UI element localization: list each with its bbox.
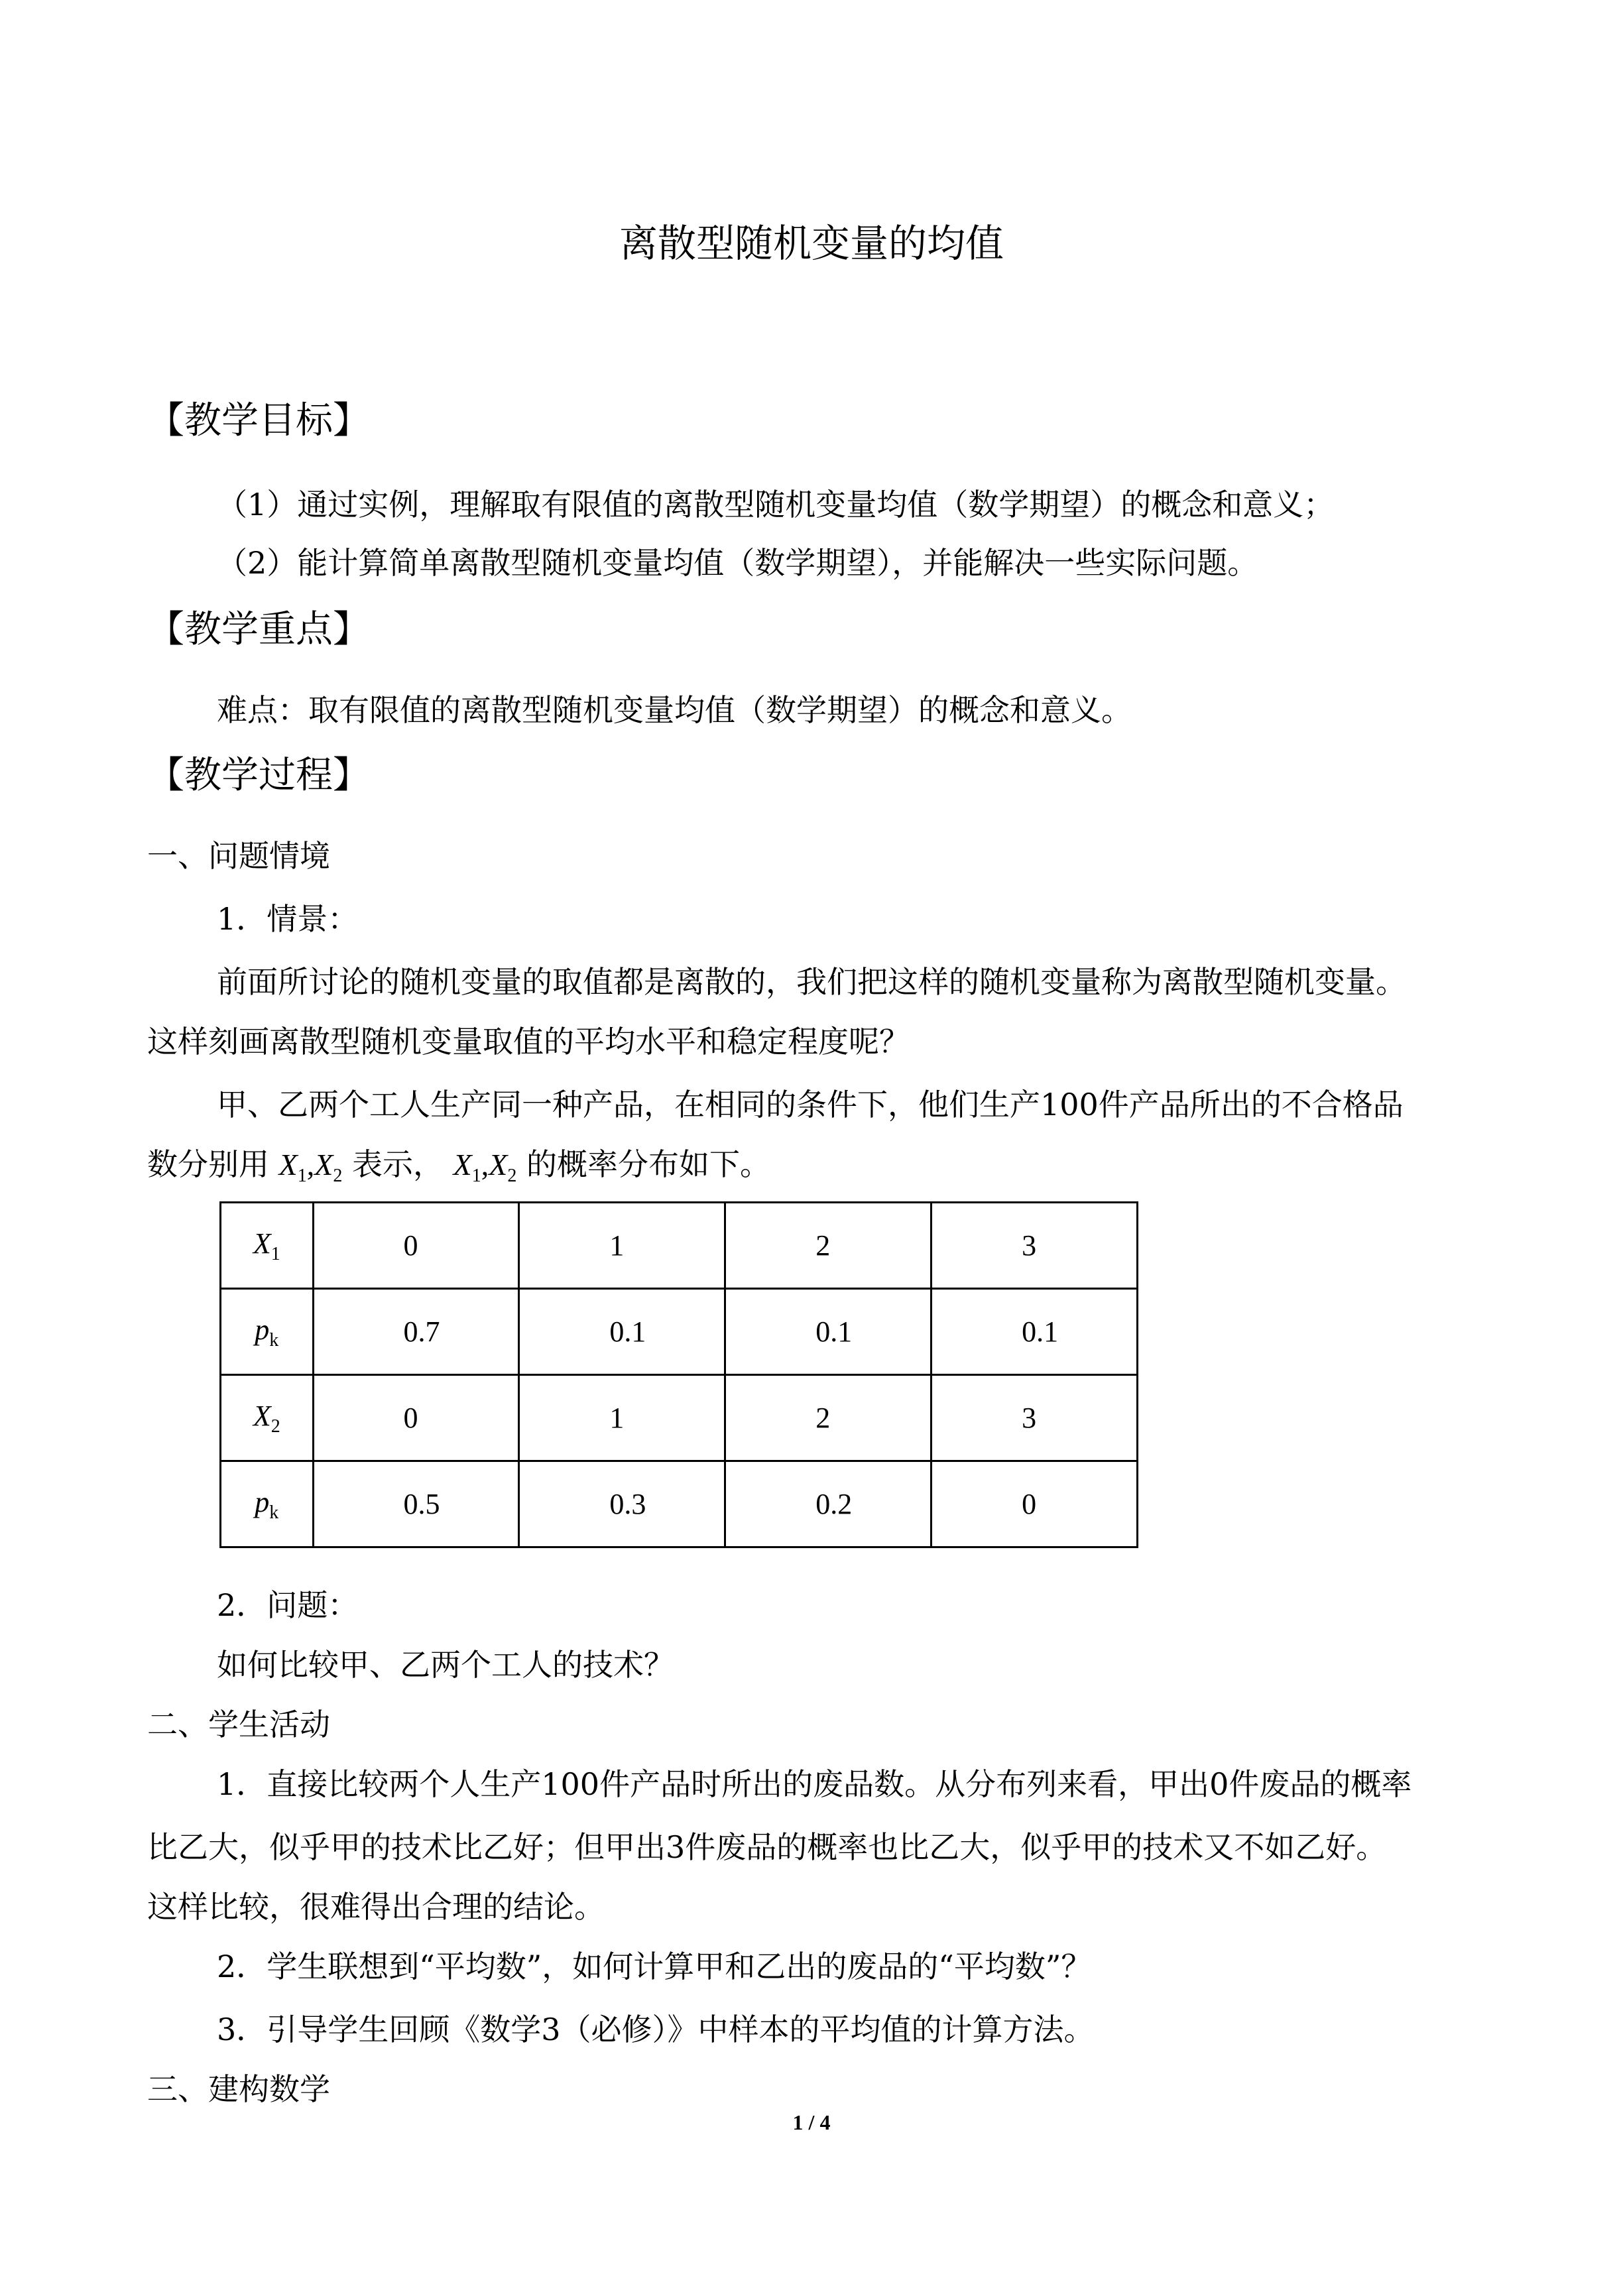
table-cell: 3	[932, 1375, 1138, 1461]
table-row	[221, 1289, 1138, 1375]
table-row	[221, 1203, 1138, 1289]
row-label: $X_2$	[221, 1375, 314, 1461]
table-cell: 0.3	[519, 1461, 725, 1547]
table-cell: 0.1	[725, 1289, 932, 1375]
table-row	[221, 1375, 1138, 1461]
var-x1-x2: $X_1,X_2$	[278, 1148, 343, 1186]
activity-1-line2: 比乙大，似乎甲的技术比乙好；但甲出3件废品的概率也比乙大，似乎甲的技术又不如乙好。	[147, 1829, 1387, 1865]
row-label: $p_k$	[221, 1461, 314, 1547]
table-cell: 2	[725, 1375, 932, 1461]
scene-para2-line2: 数分别用 $X_1,X_2$ 表示， $X_1,X_2$ 的概率分布如下。	[147, 1146, 770, 1186]
page-title: 离散型随机变量的均值	[619, 221, 1004, 266]
table-cell: 0.5	[313, 1461, 519, 1547]
scene-para2-line1: 甲、乙两个工人生产同一种产品，在相同的条件下，他们生产100件产品所出的不合格品	[217, 1087, 1404, 1122]
keypoints-heading: 【教学重点】	[147, 608, 370, 651]
activity-1-line1: 1．直接比较两个人生产100件产品时所出的废品数。从分布列来看，甲出0件废品的概率	[217, 1766, 1412, 1802]
row-label: $p_k$	[221, 1289, 314, 1375]
table-cell: 0.1	[932, 1289, 1138, 1375]
row-label: $X_1$	[221, 1203, 314, 1289]
difficulty-text: 难点：取有限值的离散型随机变量均值（数学期望）的概念和意义。	[217, 692, 1132, 728]
var-x1-x2-second: $X_1,X_2$	[453, 1148, 517, 1186]
scene-para1-line2: 这样刻画离散型随机变量取值的平均水平和稳定程度呢？	[147, 1024, 910, 1059]
table-cell: 0.7	[313, 1289, 519, 1375]
table-row	[221, 1461, 1138, 1547]
table-cell: 2	[725, 1203, 932, 1289]
process-heading: 【教学过程】	[147, 754, 370, 797]
question-label: 2．问题：	[217, 1587, 359, 1623]
table-cell: 0	[313, 1203, 519, 1289]
goals-heading: 【教学目标】	[147, 399, 370, 442]
goal-2: （2）能计算简单离散型随机变量均值（数学期望），并能解决一些实际问题。	[217, 545, 1258, 581]
table-cell: 1	[519, 1203, 725, 1289]
scene-para1-line1: 前面所讨论的随机变量的取值都是离散的，我们把这样的随机变量称为离散型随机变量。	[217, 964, 1406, 1000]
part1-heading: 一、问题情境	[147, 838, 330, 874]
scene-label: 1．情景：	[217, 901, 359, 937]
part2-heading: 二、学生活动	[147, 1707, 330, 1742]
page-number: 1 / 4	[792, 2110, 831, 2134]
table-cell: 0.1	[519, 1289, 725, 1375]
activity-2: 2．学生联想到“平均数”，如何计算甲和乙出的废品的“平均数”？	[217, 1949, 1092, 1984]
question-text: 如何比较甲、乙两个工人的技术？	[217, 1647, 674, 1683]
probability-distribution-table	[219, 1201, 1138, 1548]
table-cell: 0	[313, 1375, 519, 1461]
goal-1: （1）通过实例，理解取有限值的离散型随机变量均值（数学期望）的概念和意义；	[217, 487, 1335, 522]
table-cell: 0	[932, 1461, 1138, 1547]
table-cell: 3	[932, 1203, 1138, 1289]
activity-3: 3．引导学生回顾《数学3（必修）》中样本的平均值的计算方法。	[217, 2012, 1095, 2047]
table-cell: 0.2	[725, 1461, 932, 1547]
table-cell: 1	[519, 1375, 725, 1461]
part3-heading: 三、建构数学	[147, 2071, 330, 2107]
activity-1-line3: 这样比较，很难得出合理的结论。	[147, 1889, 605, 1925]
